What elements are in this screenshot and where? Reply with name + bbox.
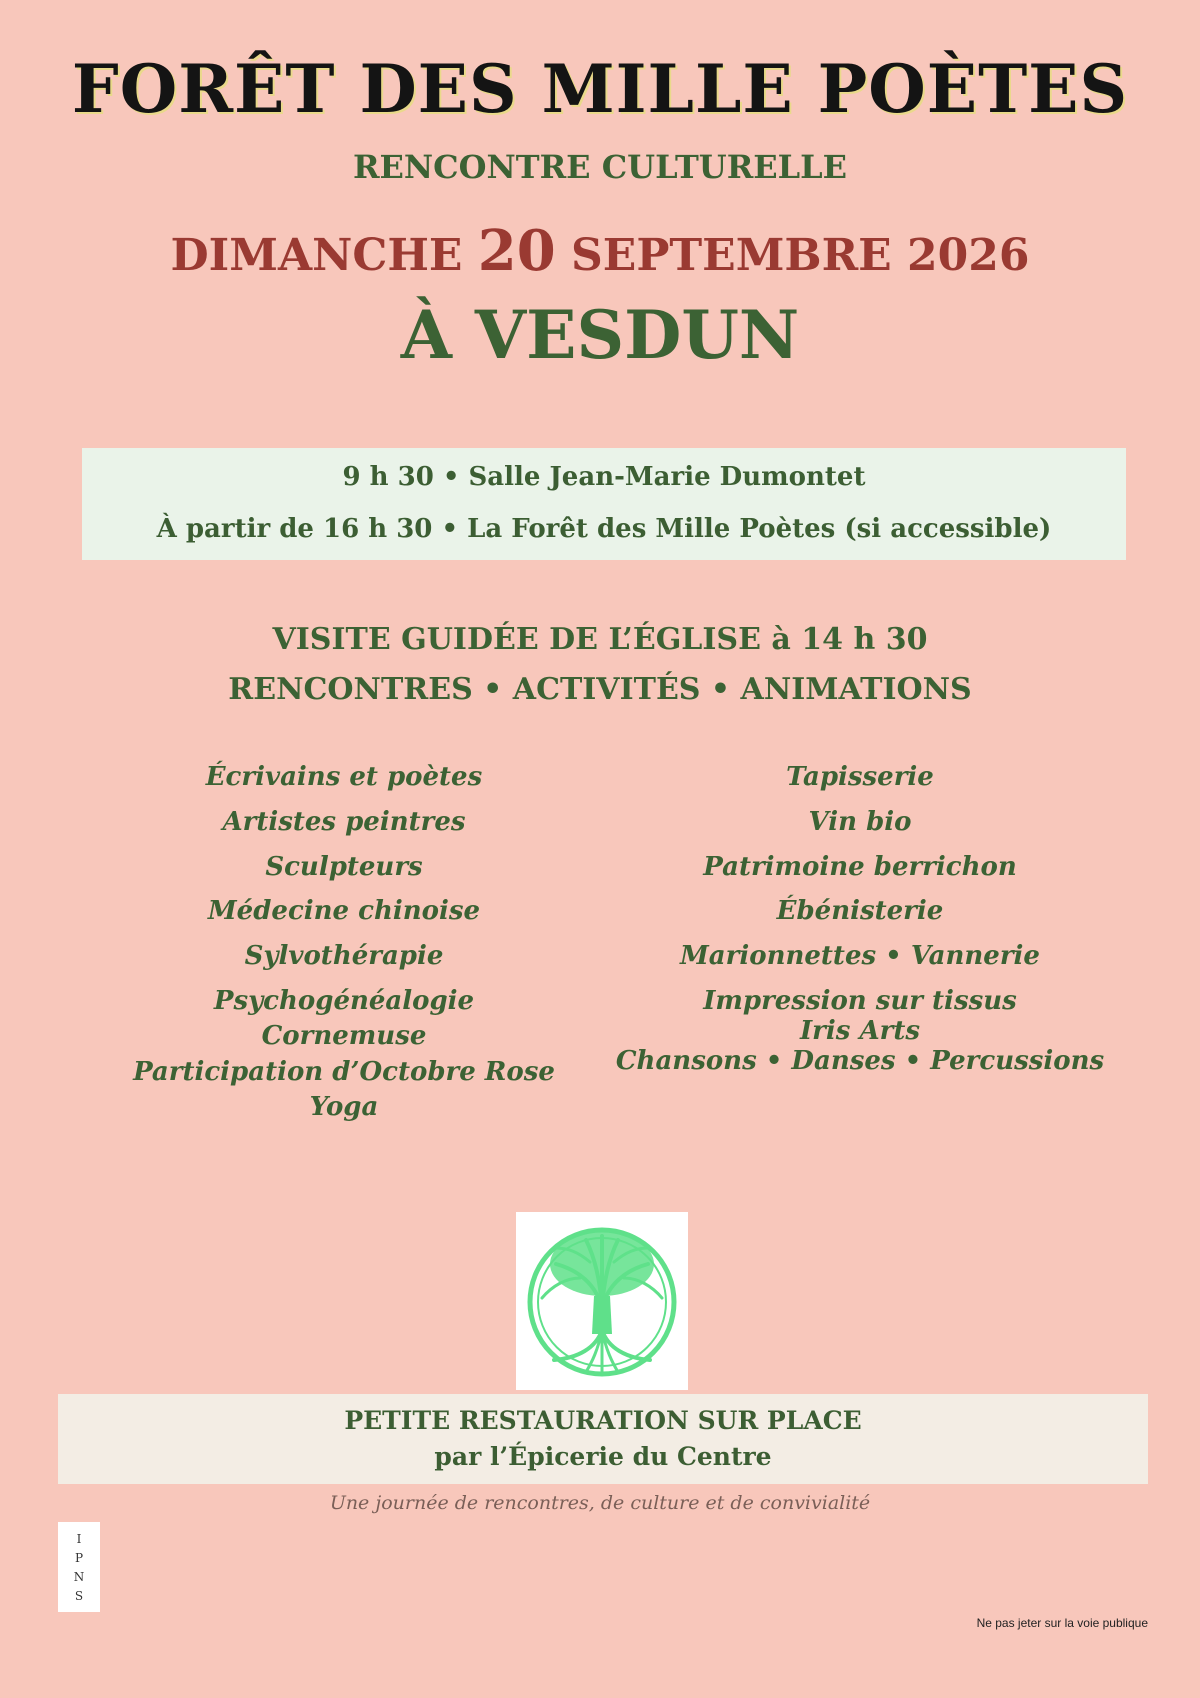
schedule-box xyxy=(82,448,1126,560)
restaurant-title: PETITE RESTAURATION SUR PLACE xyxy=(344,1406,862,1435)
list-item: Patrimoine berrichon xyxy=(703,852,1017,882)
footer-note: Ne pas jeter sur la voie publique xyxy=(976,1616,1148,1630)
list-item: Marionnettes • Vannerie xyxy=(680,941,1040,971)
list-item: Iris Arts xyxy=(800,1016,920,1046)
schedule-line-morning: 9 h 30 • Salle Jean-Marie Dumontet xyxy=(342,462,866,492)
poster-title: FORÊT DES MILLE POÈTES xyxy=(71,50,1129,128)
tree-of-life-icon xyxy=(516,1212,688,1390)
restaurant-provider: par l’Épicerie du Centre xyxy=(434,1442,772,1471)
list-item: Chansons • Danses • Percussions xyxy=(615,1046,1105,1076)
list-item: Écrivains et poètes xyxy=(205,762,483,792)
event-date xyxy=(0,218,1200,284)
list-item: Cornemuse xyxy=(261,1021,427,1051)
restaurant-box xyxy=(58,1394,1148,1484)
date-day: 20 xyxy=(477,218,556,284)
date-prefix: DIMANCHE xyxy=(170,230,478,281)
list-item: Artistes peintres xyxy=(222,807,466,837)
list-item: Ébénisterie xyxy=(776,896,944,926)
ipns-letter: I xyxy=(76,1532,82,1546)
list-item: Participation d’Octobre Rose xyxy=(133,1057,555,1087)
list-item: Impression sur tissus xyxy=(703,986,1017,1016)
tagline: Une journée de rencontres, de culture et de convivialité xyxy=(329,1492,871,1514)
date-suffix: SEPTEMBRE 2026 xyxy=(555,230,1030,281)
ipns-letter: P xyxy=(74,1551,84,1565)
guided-visit: VISITE GUIDÉE DE L’ÉGLISE à 14 h 30 xyxy=(272,622,928,657)
schedule-line-afternoon: À partir de 16 h 30 • La Forêt des Mille Poètes (si accessible) xyxy=(156,514,1052,544)
ipns-letter: S xyxy=(74,1589,84,1603)
list-item: Vin bio xyxy=(808,807,912,837)
logo xyxy=(516,1212,688,1390)
list-item: Psychogénéalogie xyxy=(213,986,475,1016)
list-item: Sylvothérapie xyxy=(244,941,444,971)
activities-line: RENCONTRES • ACTIVITÉS • ANIMATIONS xyxy=(228,672,972,707)
list-item: Tapisserie xyxy=(786,762,934,792)
ipns-letter: N xyxy=(73,1570,85,1584)
ipns-stamp xyxy=(58,1522,100,1612)
list-item: Yoga xyxy=(309,1092,379,1122)
list-item: Sculpteurs xyxy=(265,852,423,882)
poster-subtitle: RENCONTRE CULTURELLE xyxy=(352,148,848,186)
event-place: À VESDUN xyxy=(400,296,800,374)
list-item: Médecine chinoise xyxy=(207,896,481,926)
